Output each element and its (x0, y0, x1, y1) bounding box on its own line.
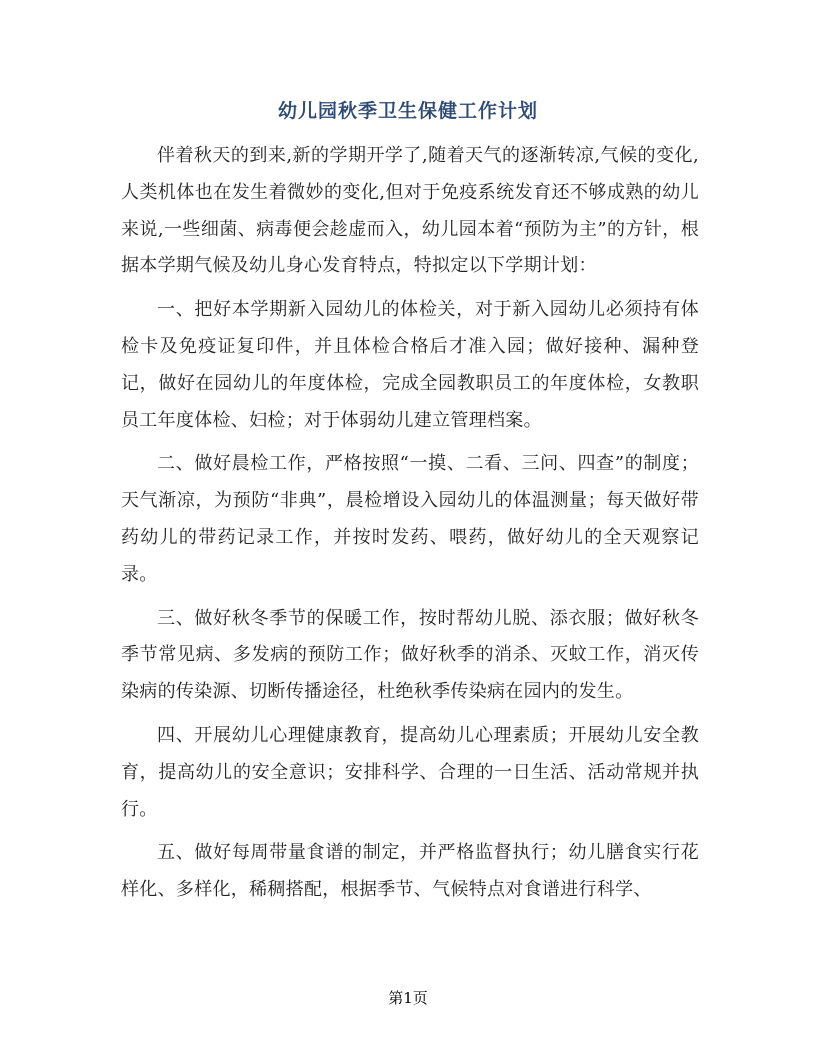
document-title: 幼儿园秋季卫生保健工作计划 (277, 100, 538, 122)
page-number: 第1页 (388, 989, 428, 1007)
paragraph-item-5: 五、做好每周带量食谱的制定，并严格监督执行；幼儿膳食实行花样化、多样化，稀稠搭配，根据季节、气候特点对食谱进行科学、 (121, 842, 699, 901)
document-body (121, 138, 699, 916)
paragraph-item-3: 三、做好秋冬季节的保暖工作，按时帮幼儿脱、添衣服；做好秋冬季节常见病、多发病的预防工作；做好秋季的消杀、灭蚊工作，消灭传染病的传染源、切断传播途径，杜绝秋季传染病在园内的发生。 (121, 607, 699, 703)
paragraph-item-1: 一、把好本学期新入园幼儿的体检关，对于新入园幼儿必须持有体检卡及免疫证复印件，并且体检合格后才准入园；做好接种、漏种登记，做好在园幼儿的年度体检，完成全园教职员工的年度体检，女教职员工年度体检、妇检；对于体弱幼儿建立管理档案。 (121, 299, 699, 431)
paragraph-item-4: 四、开展幼儿心理健康教育，提高幼儿心理素质；开展幼儿安全教育，提高幼儿的安全意识；安排科学、合理的一日生活、活动常规并执行。 (121, 724, 699, 820)
paragraph-item-2: 二、做好晨检工作，严格按照“一摸、二看、三问、四查”的制度；天气渐凉，为预防“非典”，晨检增设入园幼儿的体温测量；每天做好带药幼儿的带药记录工作，并按时发药、喂药，做好幼儿的全天观察记录。 (121, 453, 699, 585)
paragraph-intro: 伴着秋天的到来,新的学期开学了,随着天气的逐渐转凉,气候的变化,人类机体也在发生着微妙的变化,但对于免疫系统发育还不够成熟的幼儿来说,一些细菌、病毒便会趁虚而入，幼儿园本着“预防为主”的方针，根据本学期气候及幼儿身心发育特点，特拟定以下学期计划： (121, 145, 699, 277)
